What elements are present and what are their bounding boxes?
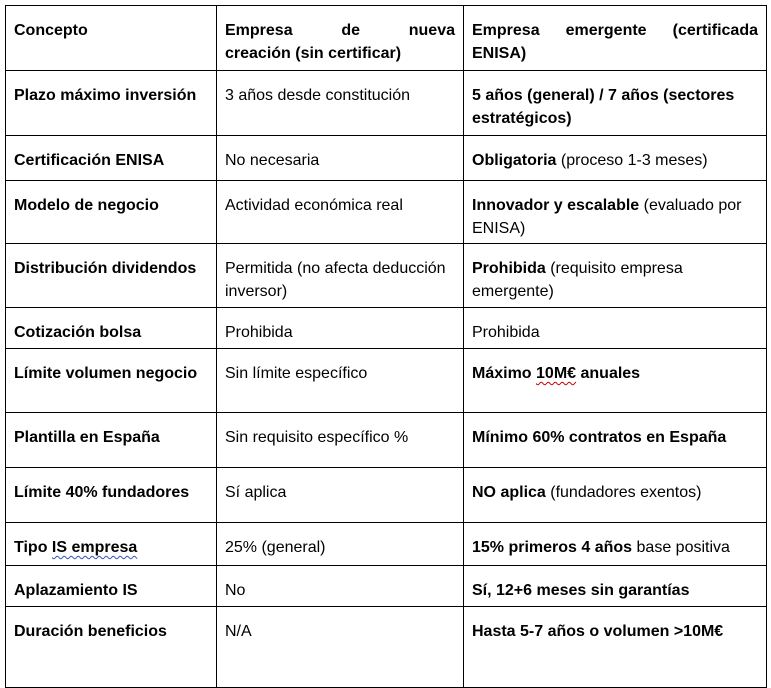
nueva-value: Sí aplica <box>225 484 287 501</box>
header-nueva-line1: Empresa de nueva <box>225 22 455 39</box>
concept-label: Límite 40% fundadores <box>14 484 190 501</box>
concept-cell <box>6 308 217 349</box>
concept-cell <box>6 181 217 244</box>
concept-label: Certificación ENISA <box>14 152 165 169</box>
nueva-cell <box>217 71 464 136</box>
emergente-value-bold: Sí, 12+6 meses sin garantías <box>472 582 690 599</box>
nueva-cell <box>217 413 464 468</box>
header-concepto: Concepto <box>14 22 88 39</box>
nueva-value: N/A <box>225 623 252 640</box>
emergente-cell <box>464 349 767 413</box>
emergente-cell <box>464 468 767 523</box>
emergente-value-post: anuales <box>576 365 641 382</box>
emergente-value-bold: Obligatoria <box>472 152 557 169</box>
header-emergente-line1: Empresa emergente (certificada <box>472 22 758 39</box>
table-row <box>6 468 767 523</box>
nueva-cell <box>217 523 464 566</box>
emergente-cell <box>464 607 767 688</box>
emergente-value-rest: (requisito empresa emergente) <box>472 260 683 300</box>
concept-label: Distribución dividendos <box>14 260 197 277</box>
concept-cell <box>6 349 217 413</box>
table-row <box>6 244 767 308</box>
emergente-value-rest: (evaluado por ENISA) <box>472 197 742 237</box>
nueva-value: No necesaria <box>225 152 320 169</box>
emergente-cell <box>464 308 767 349</box>
emergente-cell <box>464 71 767 136</box>
nueva-value: Actividad económica real <box>225 197 403 214</box>
nueva-value: Prohibida <box>225 324 293 341</box>
concept-label: Plantilla en España <box>14 429 160 446</box>
emergente-value-bold: 5 años (general) / 7 años (sectores estratégicos) <box>472 87 735 127</box>
emergente-cell <box>464 181 767 244</box>
table-row <box>6 566 767 607</box>
concept-cell <box>6 566 217 607</box>
header-emergente-line2: ENISA) <box>472 45 527 62</box>
comparison-table <box>5 5 767 688</box>
emergente-value-bold: Innovador y escalable <box>472 197 640 214</box>
concept-label: Aplazamiento IS <box>14 582 138 599</box>
concept-label: Límite volumen negocio <box>14 365 198 382</box>
emergente-value-rest: base positiva <box>632 539 730 556</box>
table-row <box>6 413 767 468</box>
emergente-cell <box>464 244 767 308</box>
nueva-value: Permitida (no afecta deducción inversor) <box>225 260 446 300</box>
table-row <box>6 523 767 566</box>
concept-cell <box>6 523 217 566</box>
nueva-cell <box>217 308 464 349</box>
concept-cell <box>6 71 217 136</box>
emergente-value-bold: NO aplica <box>472 484 546 501</box>
concept-label-pre: Tipo <box>14 539 52 556</box>
nueva-value: No <box>225 582 246 599</box>
concept-cell <box>6 468 217 523</box>
nueva-cell <box>217 468 464 523</box>
emergente-cell <box>464 566 767 607</box>
table-row <box>6 607 767 688</box>
header-nueva-line2: creación (sin certificar) <box>225 45 402 62</box>
nueva-cell <box>217 136 464 181</box>
header-cell-emergente <box>464 6 767 71</box>
table-row <box>6 136 767 181</box>
table-header-row <box>6 6 767 71</box>
emergente-value-rest: (proceso 1-3 meses) <box>556 152 708 169</box>
nueva-cell <box>217 566 464 607</box>
concept-cell <box>6 244 217 308</box>
concept-cell <box>6 607 217 688</box>
emergente-value-bold: Mínimo 60% contratos en España <box>472 429 727 446</box>
emergente-value-bold: 15% primeros 4 años <box>472 539 633 556</box>
emergente-value-bold: Hasta 5-7 años o volumen >10M€ <box>472 623 724 640</box>
table-row <box>6 71 767 136</box>
grammar-marked-text: IS empresa <box>51 539 138 556</box>
nueva-cell <box>217 244 464 308</box>
concept-label: Plazo máximo inversión <box>14 87 197 104</box>
table-row <box>6 181 767 244</box>
concept-label: Duración beneficios <box>14 623 167 640</box>
emergente-value-bold: Prohibida <box>472 260 546 277</box>
table-row <box>6 308 767 349</box>
header-cell-concepto <box>6 6 217 71</box>
concept-label: Cotización bolsa <box>14 324 142 341</box>
emergente-cell <box>464 413 767 468</box>
emergente-value-rest: (fundadores exentos) <box>545 484 702 501</box>
nueva-value: Sin límite específico <box>225 365 368 382</box>
emergente-cell <box>464 136 767 181</box>
emergente-cell <box>464 523 767 566</box>
header-cell-nueva <box>217 6 464 71</box>
nueva-value: 3 años desde constitución <box>225 87 411 104</box>
nueva-cell <box>217 349 464 413</box>
concept-cell <box>6 413 217 468</box>
spellcheck-marked-text: 10M€ <box>536 365 577 382</box>
emergente-value-rest: Prohibida <box>472 324 540 341</box>
concept-cell <box>6 136 217 181</box>
nueva-cell <box>217 607 464 688</box>
nueva-cell <box>217 181 464 244</box>
nueva-value: Sin requisito específico % <box>225 429 409 446</box>
concept-label: Modelo de negocio <box>14 197 159 214</box>
emergente-value-pre: Máximo <box>472 365 537 382</box>
table-row <box>6 349 767 413</box>
nueva-value: 25% (general) <box>225 539 326 556</box>
